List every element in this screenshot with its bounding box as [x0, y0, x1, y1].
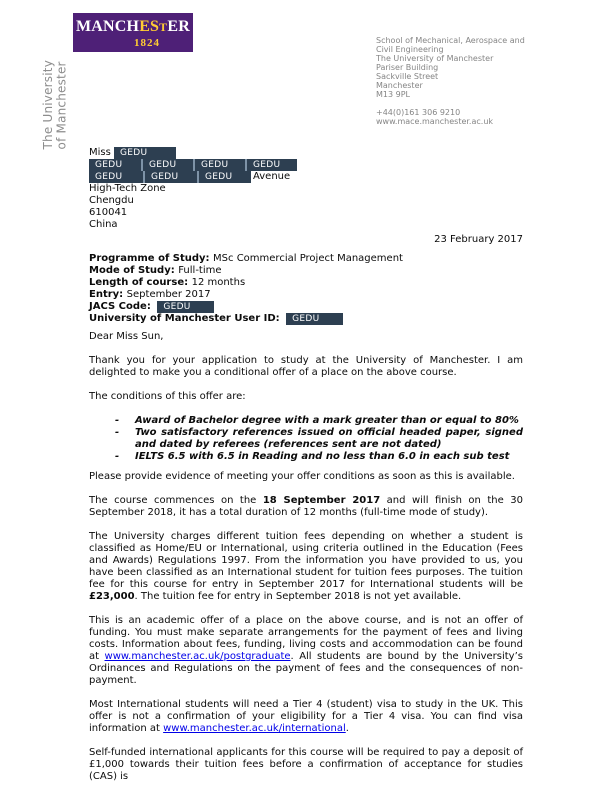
recipient-title: Miss: [89, 147, 115, 158]
recipient-street-suffix: Avenue: [253, 171, 291, 182]
detail-row-jacs: [89, 301, 523, 313]
paragraph-course-dates: [89, 495, 523, 519]
letter-body: [89, 147, 523, 795]
redaction-box-name: [114, 147, 176, 159]
conditions-list: [89, 415, 523, 463]
logo-year-1824: 1824: [134, 37, 160, 49]
vertical-line-2: of Manchester: [54, 61, 69, 150]
detail-label: Mode of Study:: [89, 265, 179, 276]
funding-post: . All students are bound by the University’s Ordinances and Regulations on the payment of fees and the consequences of non-payment.: [89, 651, 523, 686]
condition-text: Two satisfactory references issued on official headed paper, signed and dated by referees (references sent are not dated): [135, 427, 523, 450]
condition-item: [115, 427, 523, 451]
sender-address-line: Civil Engineering: [376, 45, 444, 54]
recipient-zone: High-Tech Zone: [89, 183, 166, 194]
detail-label: Length of course:: [89, 277, 192, 288]
recipient-postcode: 610041: [89, 207, 128, 218]
paragraph-evidence: Please provide evidence of meeting your offer conditions as soon as this is available.: [89, 471, 515, 482]
sender-address-block: [376, 36, 525, 126]
course-start-date: 18 September 2017: [262, 495, 381, 506]
course-dates-pre: The course commences on the: [89, 495, 263, 506]
detail-row-programme: [89, 253, 523, 265]
paragraph-tuition-fees: [89, 531, 523, 603]
recipient-block: [89, 147, 523, 231]
visa-post: .: [345, 723, 349, 734]
letter-date: 23 February 2017: [434, 234, 523, 245]
detail-row-mode: [89, 265, 523, 277]
sender-phone: +44(0)161 306 9210: [376, 108, 461, 117]
logo-t-accent: T: [159, 20, 168, 34]
redaction-segment: GEDU: [120, 148, 148, 158]
condition-item: [115, 415, 523, 427]
funding-pre: This is an academic offer of a place on the above course, and is not an offer of funding. You must make separate arrangements for the payment of fees and living costs. Information about fees, funding, living costs and accommodation can be found at: [89, 615, 523, 662]
detail-value: Full-time: [178, 265, 222, 276]
detail-label: Entry:: [89, 289, 127, 300]
logo-wordmark: [73, 17, 193, 37]
conditions-heading: The conditions of this offer are:: [89, 391, 246, 402]
bullet-dash: -: [115, 415, 120, 426]
detail-value: 12 months: [191, 277, 246, 288]
recipient-address-redacted-line-1: [89, 159, 523, 171]
detail-label: Programme of Study:: [89, 253, 214, 264]
redaction-segment: GEDU: [197, 171, 251, 183]
paragraph-deposit: Self-funded international applicants for this course will be required to pay a deposit of £1,000 towards their tuition fees before a confirmation of acceptance for studies (CAS) is: [89, 747, 523, 782]
sender-address-line: Manchester: [376, 81, 423, 90]
sender-website: www.mace.manchester.ac.uk: [376, 117, 494, 126]
university-logo: [73, 13, 193, 52]
sender-address-line: Pariser Building: [376, 63, 439, 72]
detail-row-user-id: [89, 313, 523, 325]
redaction-segment: GEDU: [193, 159, 245, 171]
redaction-segment: GEDU: [143, 171, 197, 183]
salutation: Dear Miss Sun,: [89, 331, 164, 342]
redaction-segment: GEDU: [95, 172, 123, 182]
condition-text: Award of Bachelor degree with a mark greater than or equal to 80%: [135, 415, 519, 426]
detail-row-length: [89, 277, 523, 289]
recipient-name-line: [89, 147, 523, 159]
sender-address-line: M13 9PL: [376, 90, 410, 99]
programme-details-block: [89, 253, 523, 325]
recipient-address-redacted-line-2: [89, 171, 523, 183]
recipient-city: Chengdu: [89, 195, 134, 206]
detail-label: University of Manchester User ID:: [89, 313, 284, 324]
redaction-segment: GEDU: [163, 302, 191, 312]
sender-address-line: School of Mechanical, Aerospace and: [376, 36, 525, 45]
paragraph-funding: [89, 615, 523, 687]
detail-value: September 2017: [126, 289, 211, 300]
redaction-segment: GEDU: [245, 159, 297, 171]
vertical-university-name: [42, 60, 69, 149]
detail-label: JACS Code:: [89, 301, 155, 312]
redaction-segment: GEDU: [95, 160, 123, 170]
sender-address-line: The University of Manchester: [376, 54, 494, 63]
logo-es-accent: ES: [139, 18, 160, 35]
recipient-country: China: [89, 219, 118, 230]
tuition-fee-amount: £23,000: [89, 591, 135, 602]
condition-item: [115, 451, 523, 463]
redaction-segment: GEDU: [292, 314, 320, 324]
paragraph-visa: [89, 699, 523, 735]
visa-pre: Most International students will need a Tier 4 (student) visa to study in the UK. This offer is not a confirmation of your eligibility for a Tier 4 visa. You can find visa information at: [89, 699, 523, 734]
redaction-box-jacs: [157, 301, 214, 313]
redaction-bar: [89, 171, 251, 183]
international-link[interactable]: www.manchester.ac.uk/international: [163, 723, 346, 734]
course-dates-post: and will finish on the 30 September 2018, it has a total duration of 12 months (full-time mode of study).: [89, 495, 523, 518]
redaction-segment: GEDU: [141, 159, 193, 171]
paragraph-intro: Thank you for your application to study at the University of Manchester. I am delighted to make you a conditional offer of a place on the above course.: [89, 355, 523, 378]
logo-er: ER: [167, 18, 191, 35]
logo-manch: MANCH: [75, 18, 140, 35]
postgraduate-link[interactable]: www.manchester.ac.uk/postgraduate: [104, 651, 291, 662]
sender-address-line: Sackville Street: [376, 72, 439, 81]
vertical-line-1: The University: [41, 60, 55, 150]
tuition-fees-post: . The tuition fee for entry in September 2018 is not yet available.: [134, 591, 462, 602]
tuition-fees-pre: The University charges different tuition fees depending on whether a student is classified as Home/EU or International, using criteria outlined in the Education (Fees and Awards) Regulations 1997. From the information you have provided to us, you have been classified as an International student for tuition fees purposes. The tuition fee for this course for entry in September 2017 for International students will be: [89, 531, 523, 590]
condition-text: IELTS 6.5 with 6.5 in Reading and no less than 6.0 in each sub test: [135, 451, 510, 462]
redaction-box-user-id: [286, 313, 343, 325]
detail-value: MSc Commercial Project Management: [213, 253, 403, 264]
bullet-dash: -: [115, 451, 120, 462]
detail-row-entry: [89, 289, 523, 301]
bullet-dash: -: [115, 427, 120, 438]
redaction-bar: [89, 159, 297, 171]
